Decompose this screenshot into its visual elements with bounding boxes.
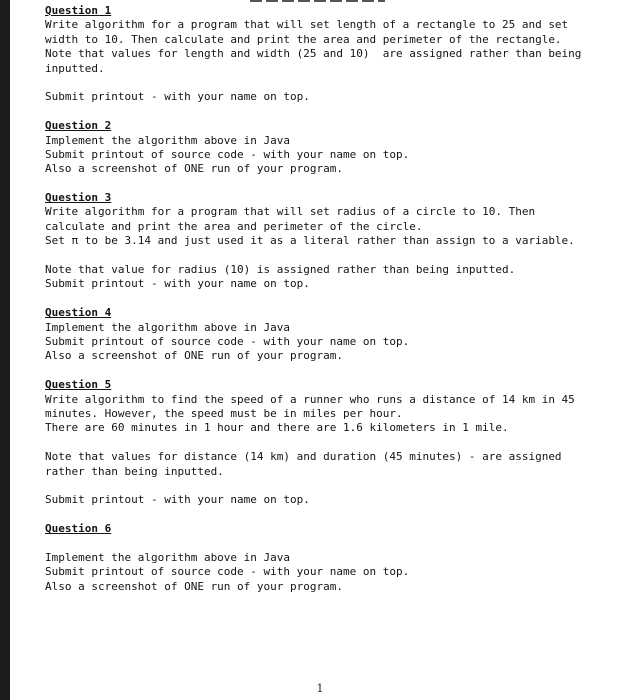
- question-6-heading: Question 6: [45, 522, 112, 536]
- question-2: [45, 119, 605, 177]
- question-1-line: Write algorithm for a program that will set length of a rectangle to 25 and set: [45, 18, 569, 32]
- question-5-note: rather than being inputted.: [45, 464, 224, 478]
- question-4-line: Implement the algorithm above in Java: [45, 320, 291, 334]
- question-3-line: Set π to be 3.14 and just used it as a literal rather than assign to a variable.: [45, 234, 575, 248]
- question-4-line: Submit printout of source code - with your name on top.: [45, 334, 410, 348]
- question-2-line: Implement the algorithm above in Java: [45, 133, 291, 147]
- question-3-line: calculate and print the area and perimeter of the circle.: [45, 219, 423, 233]
- question-3-line: Write algorithm for a program that will set radius of a circle to 10. Then: [45, 205, 536, 219]
- question-1-submit: Submit printout - with your name on top.: [45, 90, 310, 104]
- question-1: [45, 4, 605, 105]
- question-2-line: Also a screenshot of ONE run of your program.: [45, 162, 344, 176]
- cut-off-header-text: [250, 0, 385, 2]
- question-1-line: width to 10. Then calculate and print the area and perimeter of the rectangle.: [45, 32, 562, 46]
- question-5-line: Write algorithm to find the speed of a runner who runs a distance of 14 km in 45: [45, 392, 575, 406]
- question-5-line: There are 60 minutes in 1 hour and there are 1.6 kilometers in 1 mile.: [45, 421, 509, 435]
- question-3-submit: Submit printout - with your name on top.: [45, 277, 310, 291]
- page-number: 1: [316, 682, 324, 695]
- question-4: [45, 306, 605, 364]
- question-5-note: Note that values for distance (14 km) and duration (45 minutes) - are assigned: [45, 450, 562, 464]
- question-2-heading: Question 2: [45, 119, 112, 133]
- question-1-line: inputted.: [45, 61, 105, 75]
- question-2-line: Submit printout of source code - with your name on top.: [45, 147, 410, 161]
- question-1-heading: Question 1: [45, 4, 112, 17]
- question-3-note: Note that value for radius (10) is assigned rather than being inputted.: [45, 263, 516, 277]
- question-5-submit: Submit printout - with your name on top.: [45, 493, 310, 507]
- question-6-line: Implement the algorithm above in Java: [45, 550, 291, 564]
- question-6-line: Submit printout of source code - with your name on top.: [45, 565, 410, 579]
- question-3: [45, 191, 605, 292]
- question-1-line: Note that values for length and width (25 and 10) are assigned rather than being: [45, 47, 582, 61]
- question-4-heading: Question 4: [45, 306, 112, 320]
- question-6-line: Also a screenshot of ONE run of your program.: [45, 579, 344, 593]
- question-5: [45, 378, 605, 508]
- question-4-line: Also a screenshot of ONE run of your program.: [45, 349, 344, 363]
- assignment-content: [45, 4, 605, 594]
- question-5-heading: Question 5: [45, 378, 112, 392]
- question-5-line: minutes. However, the speed must be in miles per hour.: [45, 406, 403, 420]
- question-6: [45, 522, 605, 594]
- viewer-left-edge: [0, 0, 10, 700]
- question-3-heading: Question 3: [45, 191, 112, 205]
